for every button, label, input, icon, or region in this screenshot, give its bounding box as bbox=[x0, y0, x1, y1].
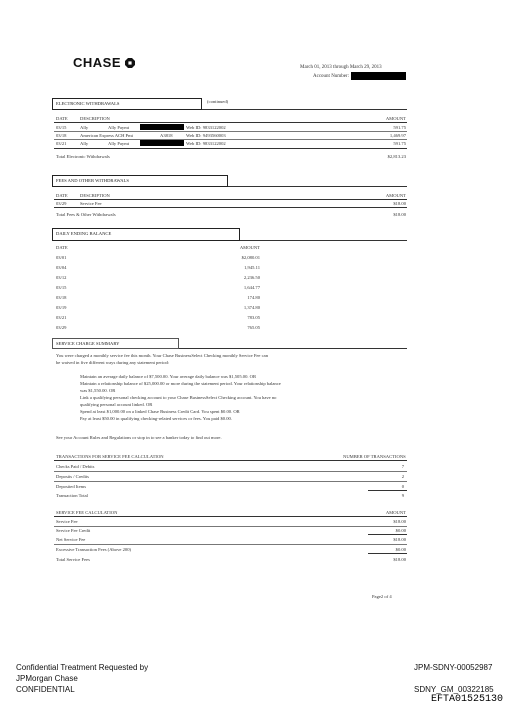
fee-label: Service Fee Credit bbox=[56, 528, 91, 533]
chase-logo bbox=[73, 55, 135, 70]
divider bbox=[228, 186, 407, 187]
footer-bates-jpm: JPM-SDNY-00052987 bbox=[414, 663, 493, 672]
row-date: 03/15 bbox=[56, 125, 67, 130]
row-desc: Ally bbox=[80, 125, 89, 130]
balance-amount: 783.05 bbox=[247, 315, 260, 320]
brand-name: CHASE bbox=[73, 55, 122, 70]
balance-amount: 1,945.11 bbox=[244, 265, 260, 270]
intro-line: You were charged a monthly service fee this month. Your Chase BusinessSelect Checking monthly Service Fee can bbox=[56, 353, 268, 358]
col-amount: AMOUNT bbox=[385, 510, 406, 515]
divider bbox=[54, 148, 407, 149]
waiver-item: Pay at least $50.00 in qualifying checking-related services or fees. You paid $0.00. bbox=[80, 416, 232, 421]
divider bbox=[54, 471, 407, 472]
fee-label: Net Service Fee bbox=[56, 537, 86, 542]
txn-value: 9 bbox=[401, 493, 404, 498]
divider bbox=[54, 481, 407, 482]
divider bbox=[368, 534, 407, 535]
row-web-id: Web ID: 9833122002 bbox=[186, 125, 226, 130]
fee-calc-title: SERVICE FEE CALCULATION bbox=[56, 510, 118, 515]
fee-label: Total Service Fees bbox=[56, 557, 90, 562]
col-description: DESCRIPTION bbox=[80, 116, 110, 121]
see-rules-text: See your Account Rules and Regulations or stop in to see a banker today to find out more. bbox=[56, 435, 222, 440]
txn-label: Deposited Items bbox=[56, 484, 86, 489]
divider bbox=[54, 526, 407, 527]
balance-amount: $2,080.01 bbox=[241, 255, 260, 260]
balance-date: 03/12 bbox=[56, 275, 67, 280]
row-desc2: A3818 bbox=[160, 133, 173, 138]
row-desc2: Ally Paymt bbox=[108, 125, 130, 130]
fee-label: Excessive Transaction Fees (Above 200) bbox=[56, 547, 132, 552]
section-title-electronic: ELECTRONIC WITHDRAWALS bbox=[52, 98, 202, 110]
chase-octagon-icon bbox=[125, 58, 135, 68]
fee-value: $0.00 bbox=[395, 528, 406, 533]
footer-confidential-line3: CONFIDENTIAL bbox=[16, 685, 75, 694]
divider bbox=[54, 544, 407, 545]
total-label: Total Fees & Other Withdrawals bbox=[56, 212, 116, 217]
row-date: 03/29 bbox=[56, 201, 67, 206]
col-number-of-transactions: NUMBER OF TRANSACTIONS bbox=[343, 454, 406, 459]
waiver-item: Link a qualifying personal checking account to your Chase BusinessSelect Checking account. You have no bbox=[80, 395, 277, 400]
divider bbox=[54, 199, 407, 200]
redaction-bar bbox=[140, 140, 184, 146]
col-amount: AMOUNT bbox=[385, 193, 406, 198]
divider bbox=[54, 131, 407, 132]
row-web-id: Web ID: 9493560003 bbox=[186, 133, 226, 138]
balance-date: 03/18 bbox=[56, 295, 67, 300]
txn-value: 2 bbox=[401, 474, 404, 479]
col-date: DATE bbox=[56, 116, 68, 121]
balance-date: 03/19 bbox=[56, 305, 67, 310]
page-number: Page2 of 4 bbox=[372, 594, 392, 599]
waiver-item: Maintain a relationship balance of $25,000.00 or more during the statement period. Your relationship balance bbox=[80, 381, 281, 386]
fee-value: $18.00 bbox=[393, 519, 406, 524]
balance-amount: 1,374.80 bbox=[243, 305, 260, 310]
balance-amount: 174.80 bbox=[247, 295, 260, 300]
row-desc: Ally bbox=[80, 141, 89, 146]
row-date: 03/18 bbox=[56, 133, 67, 138]
col-amount: AMOUNT bbox=[385, 116, 406, 121]
txn-label: Transaction Total bbox=[56, 493, 88, 498]
waiver-item: qualifying personal account linked. OR bbox=[80, 402, 153, 407]
balance-date: 03/04 bbox=[56, 265, 67, 270]
waiver-item: Maintain an average daily balance of $7,500.00. Your average daily balance was $1,505.00. OR bbox=[80, 374, 257, 379]
txn-value: 7 bbox=[401, 464, 404, 469]
row-desc: Service Fee bbox=[80, 201, 102, 206]
fee-label: Service Fee bbox=[56, 519, 78, 524]
row-date: 03/21 bbox=[56, 141, 67, 146]
transactions-title: TRANSACTIONS FOR SERVICE FEE CALCULATION bbox=[56, 454, 164, 459]
fee-value: $18.00 bbox=[393, 557, 406, 562]
divider bbox=[54, 516, 407, 517]
col-amount: AMOUNT bbox=[239, 245, 260, 250]
continued-label: (continued) bbox=[207, 99, 229, 104]
section-title-daily-balance: DAILY ENDING BALANCE bbox=[52, 228, 240, 241]
row-desc2: Ally Paymt bbox=[108, 141, 130, 146]
balance-date: 03/29 bbox=[56, 325, 67, 330]
balance-date: 03/15 bbox=[56, 285, 67, 290]
row-desc: American Express ACH Pmt bbox=[80, 133, 133, 138]
footer-confidential-line1: Confidential Treatment Requested by bbox=[16, 663, 149, 672]
divider bbox=[54, 460, 407, 461]
divider bbox=[54, 139, 407, 140]
balance-amount: 765.05 bbox=[247, 325, 260, 330]
section-title-service-charge: SERVICE CHARGE SUMMARY bbox=[52, 338, 179, 349]
redaction-bar bbox=[351, 72, 406, 80]
divider bbox=[179, 348, 407, 349]
fee-value: $18.00 bbox=[393, 537, 406, 542]
col-date: DATE bbox=[56, 245, 68, 250]
row-amount: 591.75 bbox=[393, 141, 406, 146]
waiver-item: Spend at least $1,000.00 on a linked Chase Business Credit Card. You spent $0.00. OR bbox=[80, 409, 240, 414]
footer-bates-sdny: SDNY_GM_00322185 bbox=[414, 685, 494, 694]
row-web-id: Web ID: 9833122002 bbox=[186, 141, 226, 146]
total-value: $2,813.23 bbox=[387, 154, 406, 159]
divider bbox=[54, 122, 407, 123]
divider bbox=[368, 553, 407, 554]
section-title-fees: FEES AND OTHER WITHDRAWALS bbox=[52, 175, 228, 187]
waiver-item: was $1,550.00. OR bbox=[80, 388, 116, 393]
balance-date: 03/21 bbox=[56, 315, 67, 320]
row-amount: 591.75 bbox=[393, 125, 406, 130]
balance-amount: 2,236.50 bbox=[243, 275, 260, 280]
row-amount: $18.00 bbox=[393, 201, 406, 206]
txn-value: 0 bbox=[401, 484, 404, 489]
col-description: DESCRIPTION bbox=[80, 193, 110, 198]
txn-label: Checks Paid / Debits bbox=[56, 464, 95, 469]
divider bbox=[54, 207, 407, 208]
total-value: $18.00 bbox=[393, 212, 406, 217]
divider bbox=[202, 109, 407, 110]
txn-label: Deposits / Credits bbox=[56, 474, 89, 479]
divider bbox=[240, 240, 407, 241]
account-number-label: Account Number: bbox=[313, 74, 349, 79]
total-label: Total Electronic Withdrawals bbox=[56, 154, 110, 159]
efta-stamp: EFTA01525130 bbox=[431, 694, 504, 705]
divider bbox=[368, 490, 407, 491]
balance-date: 03/01 bbox=[56, 255, 67, 260]
row-amount: 1,469.97 bbox=[389, 133, 406, 138]
balance-amount: 1,644.77 bbox=[243, 285, 260, 290]
footer-confidential-line2: JPMorgan Chase bbox=[16, 674, 78, 683]
fee-value: $0.00 bbox=[395, 547, 406, 552]
col-date: DATE bbox=[56, 193, 68, 198]
intro-line: be waived in five different ways during any statement period: bbox=[56, 360, 170, 365]
statement-period: March 01, 2013 through March 29, 2013 bbox=[300, 65, 382, 70]
redaction-bar bbox=[140, 124, 184, 130]
